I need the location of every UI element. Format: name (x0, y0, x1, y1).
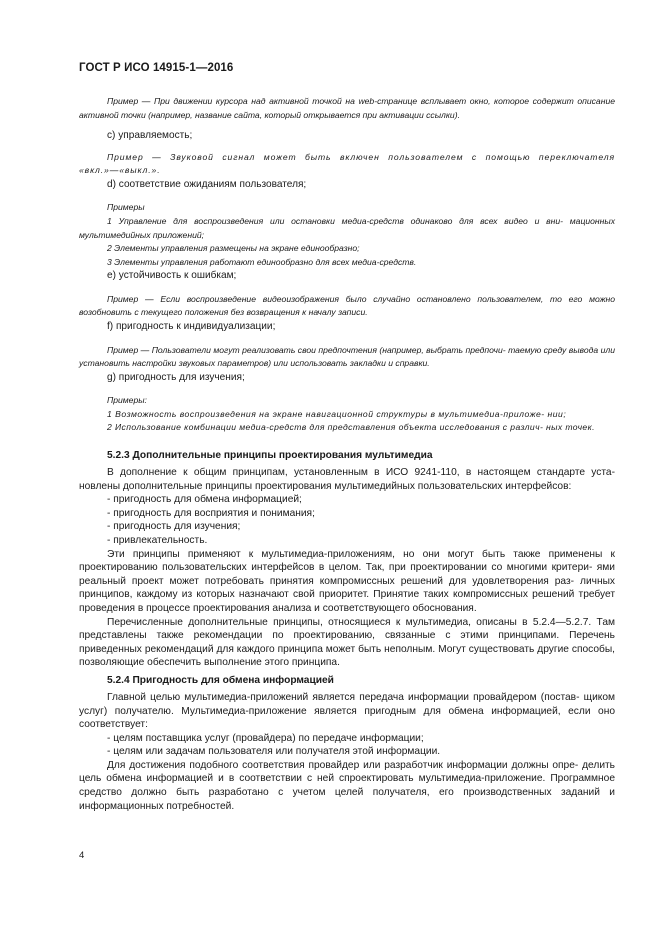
example-6-2: 2 Использование комбинации медиа-средств для представления объекта исследования с различ- ных точек. (107, 422, 595, 433)
section-5-2-4-intro: Главной целью мультимедиа-приложений является передача информации провайдером (постав- щиком услуг) получателю. Мультимедиа-приложение является пригодным для обмена информацией, если оно соответствует: (79, 691, 615, 731)
page-number: 4 (79, 850, 85, 861)
list-item: - целям или задачам пользователя или получателя этой информации. (107, 746, 441, 758)
item-g: g) пригодность для изучения; (107, 371, 245, 383)
page-content (79, 95, 615, 813)
example-5: Пример — Пользователи могут реализовать свои предпочтения (например, выбрать предпочи- таемую среду вывода или установить настройки звуковых параметров) или использовать закладки и справки. (79, 344, 615, 369)
example-1: Пример — При движении курсора над активной точкой на web-странице всплывает окно, которое содержит описание активной точки (например, название сайта, который открывается при активации ссылки). (79, 96, 615, 120)
page-header: ГОСТ Р ИСО 14915-1—2016 (79, 62, 234, 74)
item-c: c) управляемость; (107, 130, 193, 142)
examples-3-title: Примеры (107, 202, 145, 213)
item-e: e) устойчивость к ошибкам; (107, 270, 237, 282)
example-6-1: 1 Возможность воспроизведения на экране навигационной структуры в мультимедиа-приложе- нии; (107, 408, 567, 419)
item-d: d) соответствие ожиданиям пользователя; (107, 178, 307, 190)
list-item: - пригодность для обмена информацией; (107, 494, 302, 506)
section-5-2-4-heading: 5.2.4 Пригодность для обмена информацией (107, 674, 334, 686)
list-item: - пригодность для изучения; (107, 521, 241, 533)
examples-6-title: Примеры: (107, 395, 147, 406)
example-4: Пример — Если воспроизведение видеоизображения было случайно остановлено пользователем, то его можно возобновить с текущего положения без возвращения к началу записи. (79, 293, 615, 318)
section-5-2-4-para-2: Для достижения подобного соответствия провайдер или разработчик информации должны опре- делить цель обмена информацией и в соответствии с ней спроектировать мультимедиа-приложение. Программное средство должно быть разработано с учетом целей получателя, его производственных заданий и информационных потребностей. (79, 759, 615, 812)
example-2: Пример — Звуковой сигнал может быть включен пользователем с помощью переключателя «вкл.»—«выкл.». (79, 151, 615, 176)
example-3-3: 3 Элементы управления работают единообразно для всех медиа-средств. (107, 256, 417, 267)
list-item: - пригодность для восприятия и понимания; (107, 507, 315, 519)
example-3-2: 2 Элементы управления размещены на экране единообразно; (107, 243, 360, 254)
section-5-2-3-para-2: Эти принципы применяют к мультимедиа-приложениям, но они могут быть также применены к проектированию пользовательских интерфейсов в целом. Так, при проектировании со многими критери- ями реальный проект может потребовать принятия компромиссных решений для удовлетворения раз- личных принципов, каждому из которых назначают свой приоритет. Принятие таких компромиссных решений требует проведения в процессе проектирования анализа и соответствующего обоснования. (79, 548, 615, 614)
section-5-2-3-para-3: Перечисленные дополнительные принципы, относящиеся к мультимедиа, описаны в 5.2.4—5.2.7. Там представлены также рекомендации по проектированию, связанные с этими принципами. Перечень приведенных рекомендаций для каждого принципа может быть неполным. Могут существовать другие способы, позволяющие обеспечить выполнение этого принципа. (79, 616, 615, 669)
section-5-2-3-heading: 5.2.3 Дополнительные принципы проектирования мультимедиа (107, 450, 433, 461)
list-item: - привлекательность. (107, 534, 208, 546)
section-5-2-3-intro: В дополнение к общим принципам, установленным в ИСО 9241-110, в настоящем стандарте уста- новлены дополнительные принципы проектирования мультимедийных пользовательских интерфейсов: (79, 467, 615, 492)
example-3-1: 1 Управление для воспроизведения или остановки медиа-средств одинаково для всех видео и вни- мационных мультимедийных приложений; (79, 215, 615, 240)
item-f: f) пригодность к индивидуализации; (107, 321, 276, 333)
list-item: - целям поставщика услуг (провайдера) по передаче информации; (107, 732, 424, 744)
